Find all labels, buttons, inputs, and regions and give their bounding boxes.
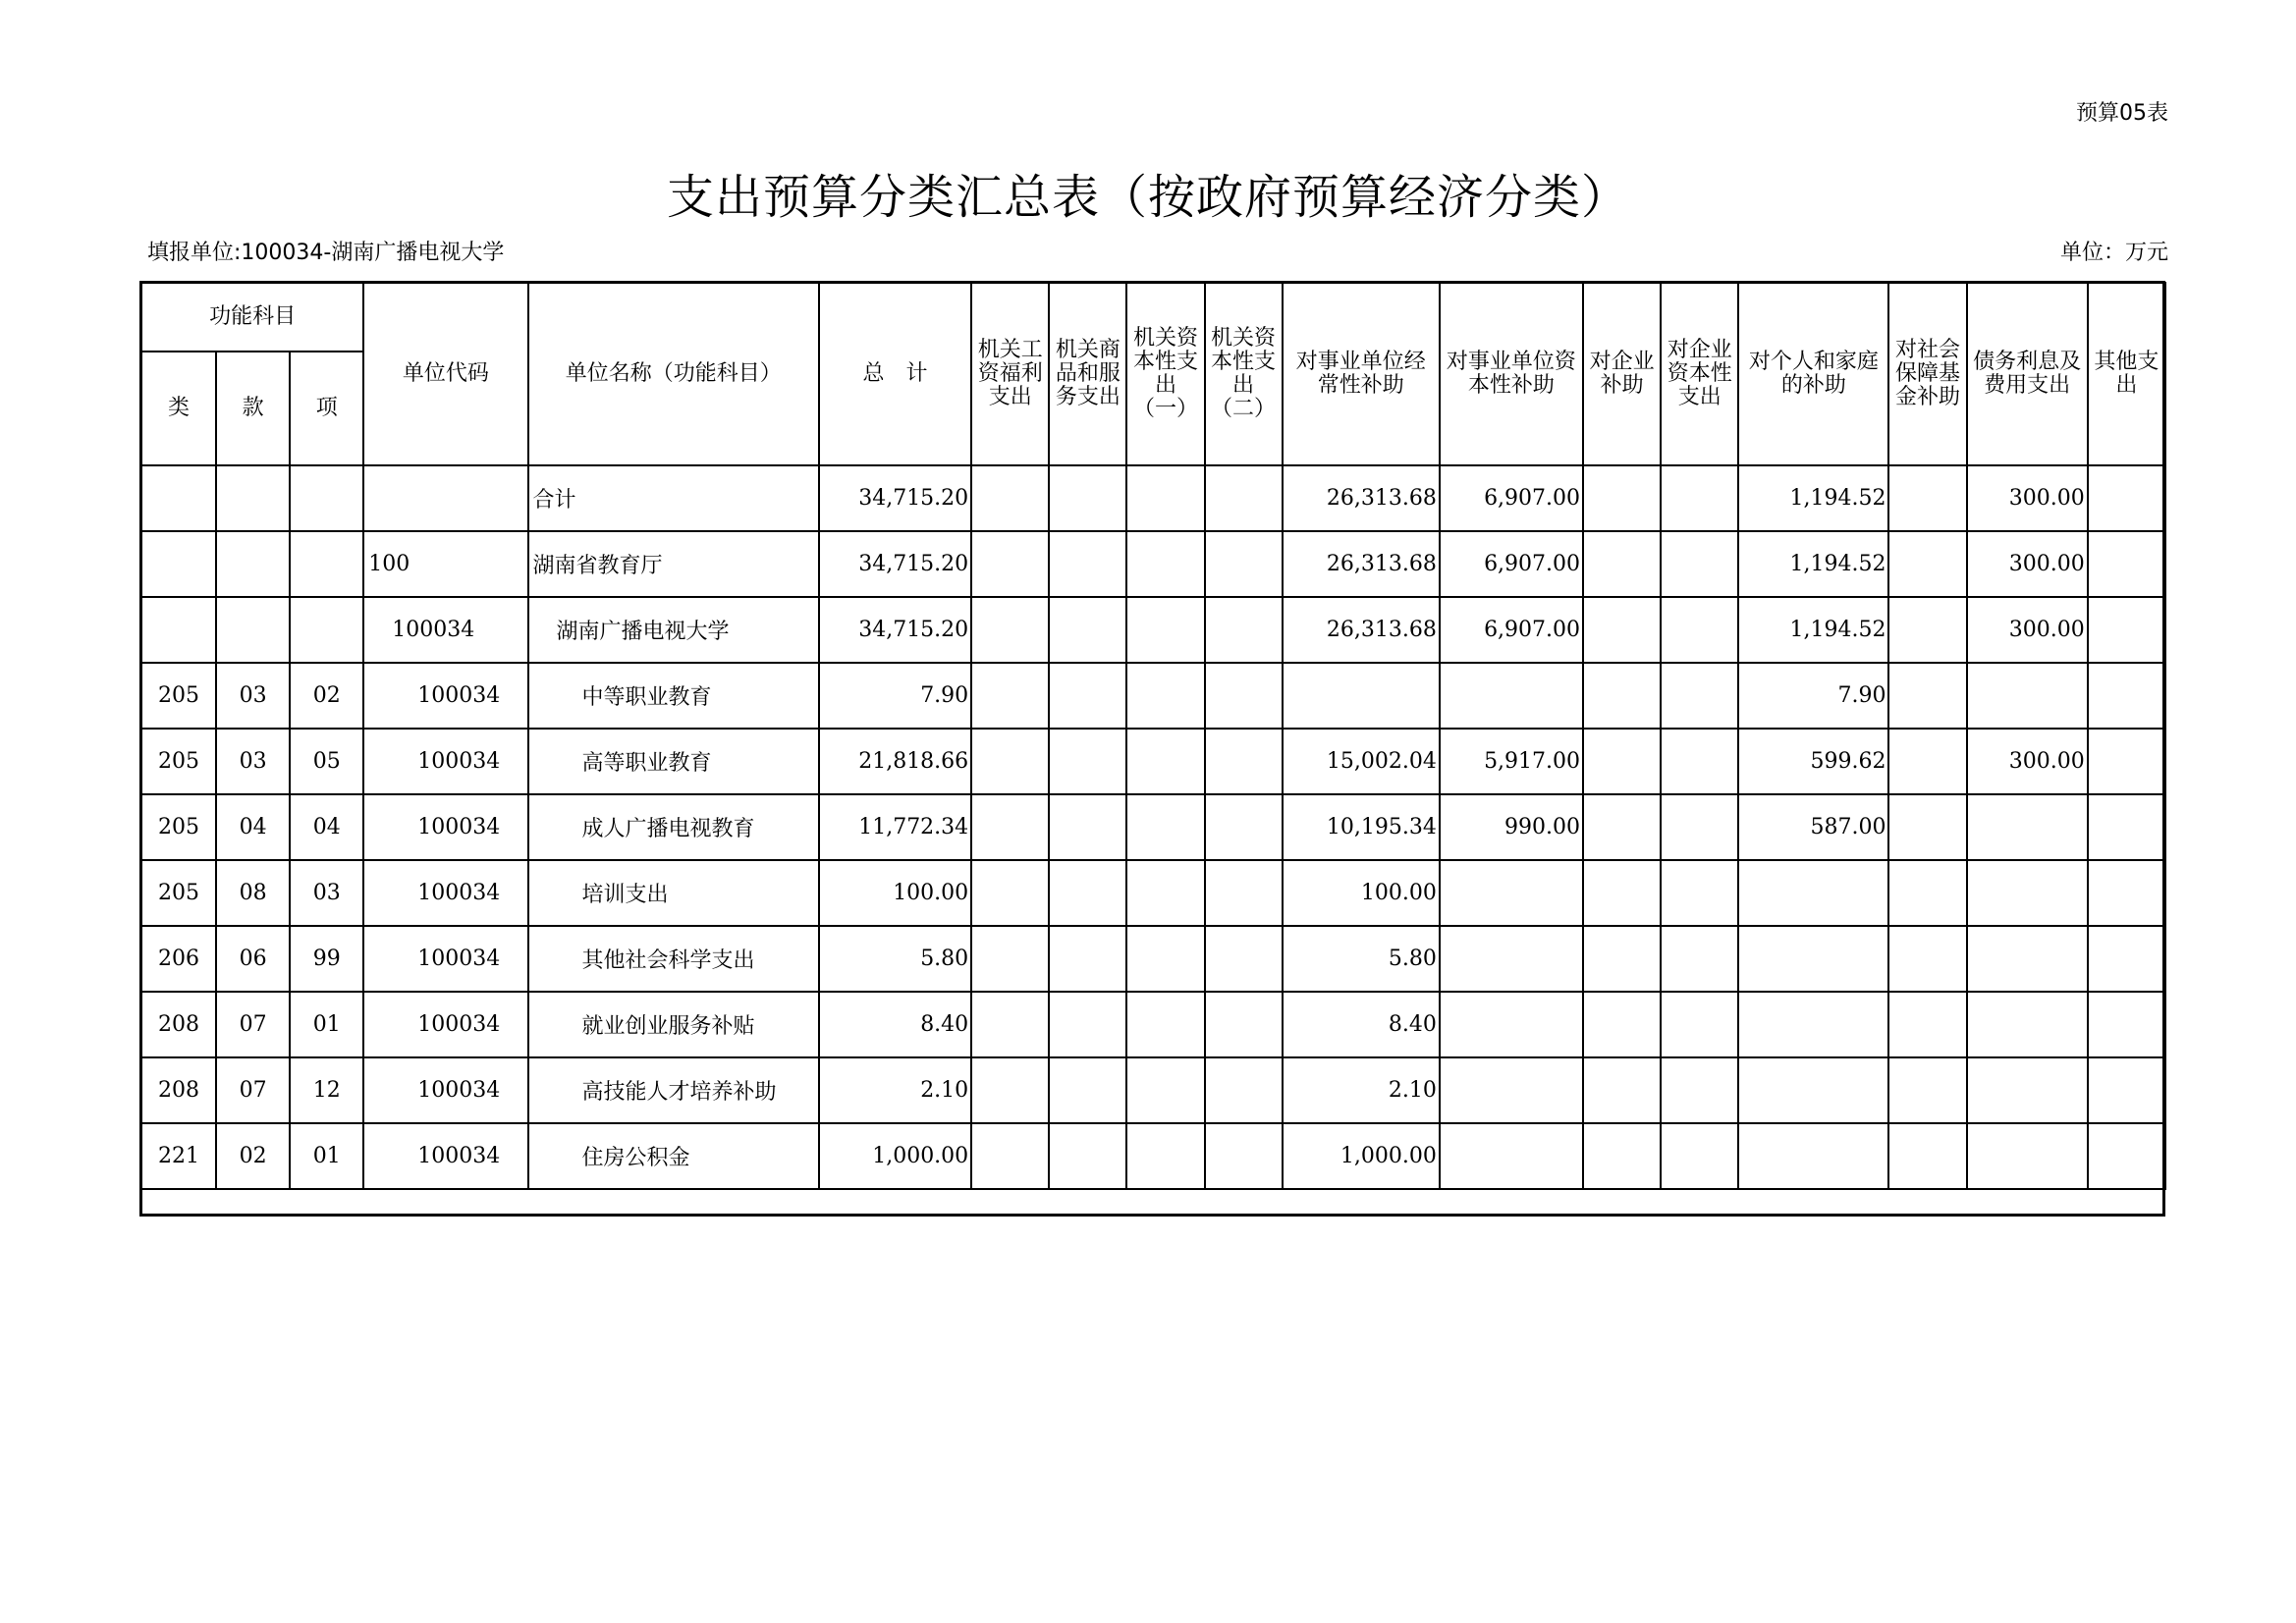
cell-kuan: 02 [216,1123,290,1189]
cell-c3 [1126,794,1204,860]
cell-c4 [1205,465,1283,531]
cell-name: 其他社会科学支出 [528,926,819,992]
cell-c3 [1126,860,1204,926]
cell-c10 [1888,794,1966,860]
table-row [141,794,2165,860]
header-kuan: 款 [216,352,290,465]
cell-c4 [1205,663,1283,729]
cell-c12 [2088,992,2165,1057]
cell-code: 100034 [363,926,527,992]
table-row [141,992,2165,1057]
table-row [141,1123,2165,1189]
cell-c7 [1583,465,1661,531]
cell-kuan [216,597,290,663]
cell-c2 [1049,860,1126,926]
filling-unit: 填报单位:100034-湖南广播电视大学 [147,241,505,265]
cell-c1 [971,1123,1049,1189]
cell-c2 [1049,1057,1126,1123]
cell-c3 [1126,729,1204,794]
cell-kuan: 04 [216,794,290,860]
cell-c10 [1888,597,1966,663]
cell-kuan: 06 [216,926,290,992]
page-title: 支出预算分类汇总表（按政府预算经济分类） [666,170,1629,225]
cell-name: 成人广播电视教育 [528,794,819,860]
cell-xiang: 02 [290,663,363,729]
cell-c5: 26,313.68 [1283,465,1440,531]
cell-lei: 206 [141,926,216,992]
cell-total: 1,000.00 [819,1123,971,1189]
cell-kuan: 07 [216,1057,290,1123]
cell-lei: 208 [141,992,216,1057]
cell-c10 [1888,860,1966,926]
cell-name: 中等职业教育 [528,663,819,729]
header-function-subject: 功能科目 [141,283,363,352]
cell-lei: 205 [141,729,216,794]
cell-c10 [1888,729,1966,794]
cell-xiang: 99 [290,926,363,992]
cell-c7 [1583,1123,1661,1189]
cell-name: 就业创业服务补贴 [528,992,819,1057]
currency-unit: 单位：万元 [2059,241,2168,265]
cell-code: 100034 [363,794,527,860]
cell-c11 [1967,663,2088,729]
cell-c4 [1205,860,1283,926]
cell-c3 [1126,926,1204,992]
cell-c1 [971,992,1049,1057]
cell-xiang [290,465,363,531]
header-institution-regular-subsidy: 对事业单位经常性补助 [1283,283,1440,465]
cell-c1 [971,729,1049,794]
cell-c4 [1205,1123,1283,1189]
cell-c11 [1967,860,2088,926]
cell-c8 [1661,1123,1738,1189]
header-enterprise-capital: 对企业资本性支出 [1661,283,1738,465]
cell-c3 [1126,992,1204,1057]
cell-c12 [2088,597,2165,663]
cell-xiang: 05 [290,729,363,794]
cell-xiang: 04 [290,794,363,860]
cell-c11: 300.00 [1967,597,2088,663]
cell-total: 5.80 [819,926,971,992]
cell-c8 [1661,531,1738,597]
cell-total: 8.40 [819,992,971,1057]
cell-c9: 599.62 [1738,729,1888,794]
cell-code: 100 [363,531,527,597]
cell-c10 [1888,465,1966,531]
cell-c4 [1205,597,1283,663]
cell-c4 [1205,794,1283,860]
cell-total: 7.90 [819,663,971,729]
cell-c8 [1661,597,1738,663]
cell-c8 [1661,992,1738,1057]
cell-c5: 10,195.34 [1283,794,1440,860]
cell-c12 [2088,794,2165,860]
cell-c12 [2088,729,2165,794]
cell-kuan: 07 [216,992,290,1057]
cell-xiang: 12 [290,1057,363,1123]
cell-c9: 7.90 [1738,663,1888,729]
cell-kuan [216,465,290,531]
cell-c9 [1738,1123,1888,1189]
cell-c1 [971,597,1049,663]
cell-c7 [1583,992,1661,1057]
header-wages-welfare: 机关工资福利支出 [971,283,1049,465]
cell-lei: 205 [141,794,216,860]
cell-c12 [2088,1123,2165,1189]
table-row [141,926,2165,992]
cell-c12 [2088,531,2165,597]
cell-c5: 26,313.68 [1283,597,1440,663]
header-institution-capital-subsidy: 对事业单位资本性补助 [1440,283,1583,465]
cell-c11: 300.00 [1967,465,2088,531]
header-other-expenses: 其他支出 [2088,283,2165,465]
table-row [141,1057,2165,1123]
cell-c2 [1049,465,1126,531]
cell-c8 [1661,465,1738,531]
cell-total: 34,715.20 [819,597,971,663]
cell-xiang [290,597,363,663]
table-row [141,465,2165,531]
cell-c7 [1583,531,1661,597]
form-number: 预算05表 [2076,101,2168,126]
cell-c5 [1283,663,1440,729]
cell-c3 [1126,663,1204,729]
cell-c7 [1583,794,1661,860]
cell-code [363,465,527,531]
cell-kuan: 03 [216,663,290,729]
cell-total: 34,715.20 [819,531,971,597]
cell-c10 [1888,992,1966,1057]
header-capital-1: 机关资本性支出（一） [1126,283,1204,465]
cell-name: 湖南广播电视大学 [528,597,819,663]
cell-kuan: 08 [216,860,290,926]
cell-total: 2.10 [819,1057,971,1123]
table-row [141,860,2165,926]
cell-c4 [1205,531,1283,597]
cell-c10 [1888,663,1966,729]
table-row [141,531,2165,597]
cell-c5: 100.00 [1283,860,1440,926]
cell-c8 [1661,794,1738,860]
cell-lei [141,597,216,663]
cell-c5: 26,313.68 [1283,531,1440,597]
header-goods-services: 机关商品和服务支出 [1049,283,1126,465]
cell-lei: 205 [141,860,216,926]
cell-c1 [971,1057,1049,1123]
cell-name: 培训支出 [528,860,819,926]
cell-total: 11,772.34 [819,794,971,860]
cell-c6 [1440,1057,1583,1123]
cell-code: 100034 [363,1123,527,1189]
cell-lei: 205 [141,663,216,729]
cell-c6: 6,907.00 [1440,531,1583,597]
cell-code: 100034 [363,992,527,1057]
cell-c2 [1049,1123,1126,1189]
cell-c6: 990.00 [1440,794,1583,860]
table-row [141,597,2165,663]
cell-code: 100034 [363,663,527,729]
cell-c3 [1126,531,1204,597]
header-individual-family-subsidy: 对个人和家庭的补助 [1738,283,1888,465]
cell-c10 [1888,1057,1966,1123]
cell-code: 100034 [363,1057,527,1123]
cell-c12 [2088,663,2165,729]
cell-c8 [1661,860,1738,926]
cell-c4 [1205,1057,1283,1123]
cell-c10 [1888,531,1966,597]
cell-c8 [1661,926,1738,992]
cell-name: 住房公积金 [528,1123,819,1189]
cell-c2 [1049,729,1126,794]
cell-c9 [1738,1057,1888,1123]
header-social-security-fund: 对社会保障基金补助 [1888,283,1966,465]
cell-c11 [1967,794,2088,860]
cell-c3 [1126,1123,1204,1189]
header-enterprise-subsidy: 对企业补助 [1583,283,1661,465]
cell-c1 [971,794,1049,860]
cell-c10 [1888,926,1966,992]
table-row [141,729,2165,794]
cell-c6: 6,907.00 [1440,597,1583,663]
cell-xiang: 01 [290,1123,363,1189]
cell-c1 [971,860,1049,926]
cell-c2 [1049,597,1126,663]
cell-c8 [1661,663,1738,729]
cell-kuan: 03 [216,729,290,794]
cell-c9: 1,194.52 [1738,465,1888,531]
cell-c1 [971,465,1049,531]
header-unit-name: 单位名称（功能科目） [528,283,819,465]
cell-c6: 5,917.00 [1440,729,1583,794]
cell-name: 高技能人才培养补助 [528,1057,819,1123]
cell-lei [141,531,216,597]
header-lei: 类 [141,352,216,465]
cell-c5: 1,000.00 [1283,1123,1440,1189]
cell-c5: 2.10 [1283,1057,1440,1123]
cell-code: 100034 [363,729,527,794]
cell-c5: 8.40 [1283,992,1440,1057]
cell-c2 [1049,926,1126,992]
cell-name: 合计 [528,465,819,531]
cell-c1 [971,531,1049,597]
cell-xiang: 03 [290,860,363,926]
cell-c6 [1440,1123,1583,1189]
header-capital-2: 机关资本性支出（二） [1205,283,1283,465]
cell-c9 [1738,860,1888,926]
cell-xiang: 01 [290,992,363,1057]
cell-c6 [1440,663,1583,729]
cell-c3 [1126,597,1204,663]
cell-c9 [1738,992,1888,1057]
cell-c11 [1967,1057,2088,1123]
cell-c9: 587.00 [1738,794,1888,860]
cell-c12 [2088,1057,2165,1123]
budget-table [140,282,2166,1190]
cell-c5: 15,002.04 [1283,729,1440,794]
cell-total: 34,715.20 [819,465,971,531]
cell-c9: 1,194.52 [1738,531,1888,597]
cell-c8 [1661,1057,1738,1123]
cell-c11 [1967,1123,2088,1189]
cell-c6 [1440,860,1583,926]
cell-c1 [971,663,1049,729]
header-total: 总 计 [819,283,971,465]
cell-c11: 300.00 [1967,531,2088,597]
cell-lei: 221 [141,1123,216,1189]
cell-c5: 5.80 [1283,926,1440,992]
cell-name: 湖南省教育厅 [528,531,819,597]
cell-c3 [1126,465,1204,531]
cell-total: 100.00 [819,860,971,926]
cell-c6: 6,907.00 [1440,465,1583,531]
cell-c12 [2088,926,2165,992]
cell-c12 [2088,465,2165,531]
cell-c12 [2088,860,2165,926]
cell-c7 [1583,1057,1661,1123]
cell-c6 [1440,992,1583,1057]
cell-c10 [1888,1123,1966,1189]
cell-c2 [1049,794,1126,860]
cell-c4 [1205,926,1283,992]
header-debt-interest: 债务利息及费用支出 [1967,283,2088,465]
cell-c2 [1049,531,1126,597]
header-xiang: 项 [290,352,363,465]
cell-c7 [1583,729,1661,794]
cell-c2 [1049,663,1126,729]
cell-c9 [1738,926,1888,992]
cell-c1 [971,926,1049,992]
cell-c7 [1583,663,1661,729]
cell-c2 [1049,992,1126,1057]
cell-kuan [216,531,290,597]
cell-c11 [1967,992,2088,1057]
cell-code: 100034 [363,860,527,926]
cell-c9: 1,194.52 [1738,597,1888,663]
cell-c3 [1126,1057,1204,1123]
header-unit-code: 单位代码 [363,283,527,465]
table-row [141,663,2165,729]
cell-code: 100034 [363,597,527,663]
cell-total: 21,818.66 [819,729,971,794]
cell-lei: 208 [141,1057,216,1123]
cell-c8 [1661,729,1738,794]
cell-c7 [1583,926,1661,992]
cell-c7 [1583,860,1661,926]
cell-c7 [1583,597,1661,663]
cell-c6 [1440,926,1583,992]
cell-c4 [1205,992,1283,1057]
cell-lei [141,465,216,531]
cell-c11 [1967,926,2088,992]
cell-c4 [1205,729,1283,794]
cell-xiang [290,531,363,597]
cell-name: 高等职业教育 [528,729,819,794]
cell-c11: 300.00 [1967,729,2088,794]
